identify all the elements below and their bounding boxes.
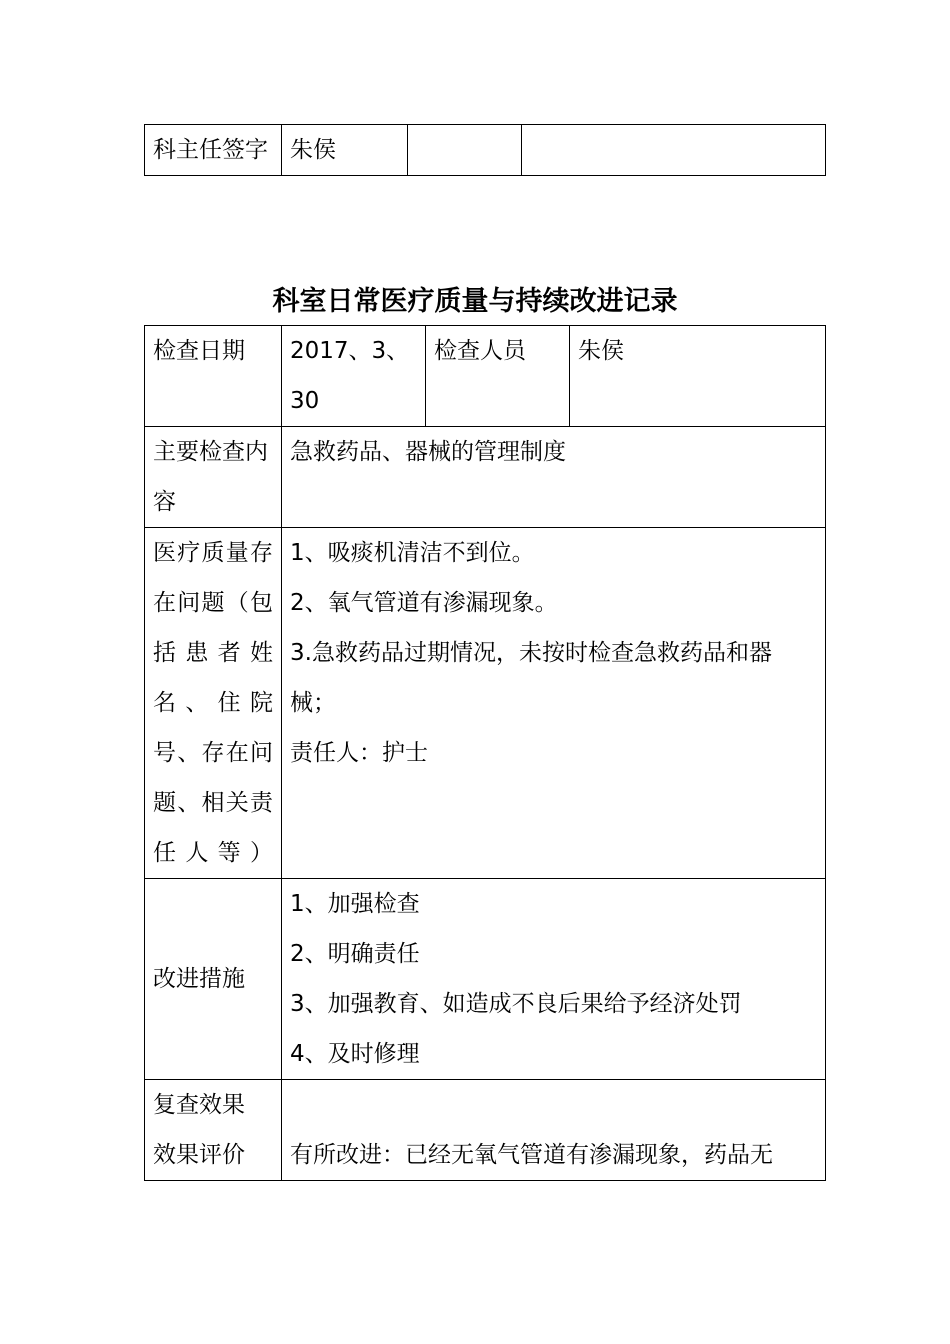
- signature-empty-cell: [408, 125, 522, 176]
- inspector-value: 朱侯: [570, 326, 826, 427]
- signature-empty-cell: [522, 125, 826, 176]
- issue-line: 1、吸痰机清洁不到位。: [290, 540, 535, 566]
- record-table: [144, 325, 826, 1181]
- issue-line: 2、氧气管道有渗漏现象。: [290, 590, 558, 616]
- review-line: 有所改进：已经无氧气管道有渗漏现象，药品无: [290, 1142, 773, 1168]
- measure-line: 4、及时修理: [290, 1041, 420, 1067]
- review-line: [290, 1080, 817, 1130]
- main-content-row: [145, 427, 826, 528]
- signature-name: 朱侯: [282, 125, 408, 176]
- measure-line: 2、明确责任: [290, 941, 420, 967]
- review-label-line: 复查效果: [153, 1092, 245, 1118]
- measure-line: 1、加强检查: [290, 891, 420, 917]
- measures-row: [145, 879, 826, 1080]
- issue-line: 械；: [290, 690, 336, 716]
- measure-line: 3、加强教育、如造成不良后果给予经济处罚: [290, 991, 742, 1017]
- issues-row: [145, 528, 826, 879]
- main-content-label: 主要检查内容: [145, 427, 282, 528]
- signature-label: 科主任签字: [145, 125, 282, 176]
- issue-line: 责任人：护士: [290, 740, 428, 766]
- issues-label: 医疗质量存在问题（包括患者姓名、住院号、存在问题、相关责任人等）: [145, 528, 282, 879]
- signature-row: [145, 125, 826, 176]
- inspector-label: 检查人员: [426, 326, 570, 427]
- review-label: [145, 1080, 282, 1181]
- main-content-value: 急救药品、器械的管理制度: [282, 427, 826, 528]
- inspection-date-value: 2017、3、30: [282, 326, 426, 427]
- inspection-date-label: 检查日期: [145, 326, 282, 427]
- review-label-line: 效果评价: [153, 1142, 245, 1168]
- measures-value: [282, 879, 826, 1080]
- measures-label: 改进措施: [145, 879, 282, 1080]
- review-row: [145, 1080, 826, 1181]
- issue-line: 3.急救药品过期情况，未按时检查急救药品和器: [290, 640, 772, 666]
- inspection-row: [145, 326, 826, 427]
- review-value: [282, 1080, 826, 1181]
- page-title: 科室日常医疗质量与持续改进记录: [272, 286, 678, 317]
- signature-table: [144, 124, 826, 176]
- issues-value: [282, 528, 826, 879]
